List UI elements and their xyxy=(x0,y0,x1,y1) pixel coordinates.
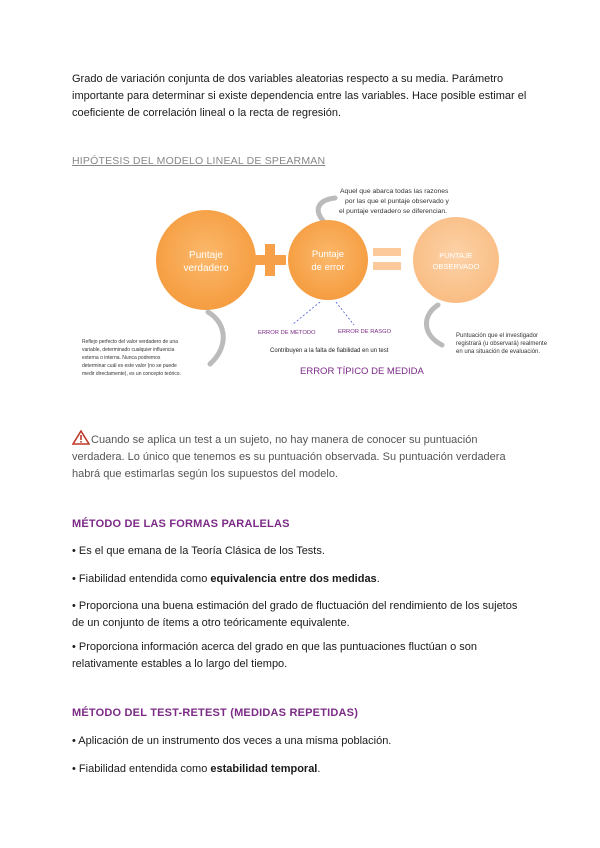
circle-observed-line-1: PUNTAJE xyxy=(439,251,473,260)
section2-bullet-2-bold: estabilidad temporal xyxy=(210,763,318,775)
plus-icon xyxy=(254,244,286,276)
section2-heading: MÉTODO DEL TEST-RETEST (MEDIDAS REPETIDAS) xyxy=(72,707,359,719)
intro-paragraph: Grado de variación conjunta de dos variables aleatorias respecto a su media. Parámetro importante para determinar si existe dependencia entre las variables. Hace posible estimar el coeficiente de correlación lineal o la recta de regresión. xyxy=(72,73,527,119)
section1-bullet-4: • Proporciona información acerca del grado en que las puntuaciones fluctúan o son relativamente estables a lo largo del tiempo. xyxy=(72,641,477,670)
equals-icon xyxy=(373,248,401,270)
spearman-diagram xyxy=(60,180,560,395)
section1-bullet-2 xyxy=(72,571,532,588)
note-left-line-2: variable, determinado cualquier influencia xyxy=(82,347,175,353)
section1-bullet-3: • Proporciona una buena estimación del grado de fluctuación del rendimiento de los sujetos de un conjunto de ítems a otro teóricamente equivalente. xyxy=(72,600,518,629)
circle-error-score xyxy=(288,220,368,300)
note-right-line-2: registrará (u observará) realmente xyxy=(456,341,548,347)
error-bias-label: ERROR DE RASGO xyxy=(338,329,392,335)
section2-bullet-2 xyxy=(72,761,532,778)
warning-paragraph xyxy=(72,430,512,483)
note-left-line-1: Reflejo perfecto del valor verdadero de una xyxy=(82,339,178,345)
curve-arrow-left xyxy=(208,312,223,364)
circle-error-line-1: Puntaje xyxy=(311,249,345,260)
typical-error-label: ERROR TÍPICO DE MEDIDA xyxy=(300,366,424,377)
circle-observed-score xyxy=(413,217,499,303)
circle-error-line-2: de error xyxy=(311,262,345,273)
circle-true-line-2: verdadero xyxy=(183,263,229,274)
spearman-heading: HIPÓTESIS DEL MODELO LINEAL DE SPEARMAN xyxy=(72,155,326,167)
error-method-label: ERROR DE MÉTODO xyxy=(258,330,316,336)
note-left-line-4: determinar cuál es este valor (no se puede xyxy=(82,363,177,369)
note-top-line-2: por las que el puntaje observado y xyxy=(345,198,449,205)
circle-true-line-1: Puntaje xyxy=(189,250,223,261)
contribute-label: Contribuyen a la falta de fiabilidad en un test xyxy=(270,348,389,354)
note-left-line-3: externa o interna. Nunca podremos xyxy=(82,355,161,361)
note-left xyxy=(82,339,181,377)
note-top-line-3: el puntaje verdadero se diferencian. xyxy=(339,208,448,215)
note-left-line-5: medir directamente), es un concepto teórico. xyxy=(82,371,181,377)
note-right-line-3: en una situación de evaluación. xyxy=(456,349,541,355)
section2-bullet-2-post: . xyxy=(317,763,321,775)
section2-bullet-1: • Aplicación de un instrumento dos veces a una misma población. xyxy=(72,735,392,747)
section1-bullet-2-pre: • Fiabilidad entendida como xyxy=(72,573,211,585)
note-right xyxy=(456,333,548,355)
note-top-line-1: Aquel que abarca todas las razones xyxy=(340,188,449,195)
note-top xyxy=(339,188,450,215)
section1-bullet-2-post: . xyxy=(376,573,380,585)
section2-bullet-2-pre: • Fiabilidad entendida como xyxy=(72,763,211,775)
note-right-line-1: Puntuación que el investigador xyxy=(456,333,539,339)
section1-heading: MÉTODO DE LAS FORMAS PARALELAS xyxy=(72,518,290,530)
section1-bullet-1: • Es el que emana de la Teoría Clásica de los Tests. xyxy=(72,545,325,557)
warning-icon xyxy=(72,430,90,445)
warning-text: Cuando se aplica un test a un sujeto, no hay manera de conocer su puntuación verdadera. Lo único que tenemos es su puntuación observada. Su puntuación verdadera habrá que estimarlas según los supuestos del modelo. xyxy=(72,434,506,480)
section1-bullet-2-bold: equivalencia entre dos medidas xyxy=(210,573,377,585)
arrow-error-bias xyxy=(336,302,354,325)
circle-observed-line-2: OBSERVADO xyxy=(432,262,480,271)
curve-arrow-right xyxy=(426,305,442,345)
arrow-error-method xyxy=(292,302,320,325)
